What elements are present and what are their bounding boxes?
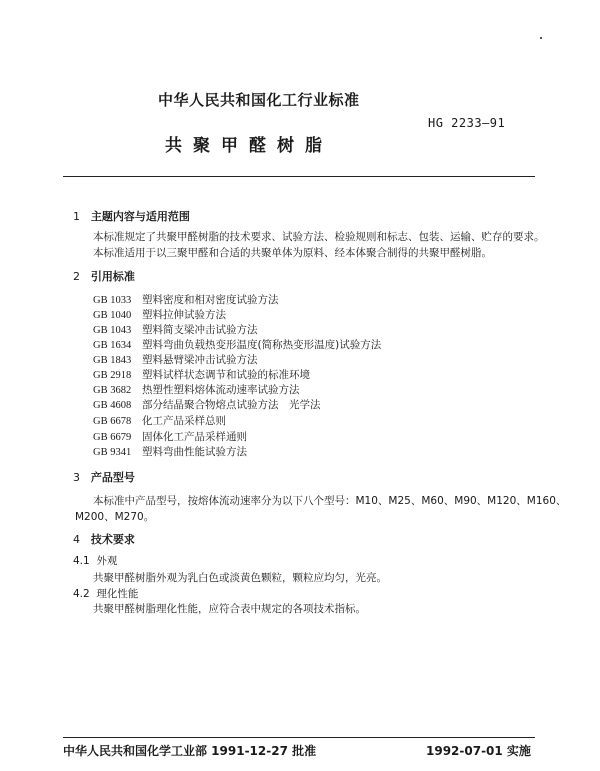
section-number: 1 bbox=[73, 210, 80, 223]
reference-title: 塑料弯曲负载热变形温度(简称热变形温度)试验方法 bbox=[142, 339, 382, 351]
reference-item bbox=[93, 382, 300, 397]
subsection-4-1-heading bbox=[73, 553, 117, 568]
section-title: 主题内容与适用范围 bbox=[90, 210, 190, 223]
subsection-number: 4.1 bbox=[73, 555, 90, 567]
section-1-paragraph-1: 本标准规定了共聚甲醛树脂的技术要求、试验方法、检验规则和标志、包装、运输、贮存的要求。 bbox=[93, 231, 545, 243]
section-1-paragraph-2: 本标准适用于以三聚甲醛和合适的共聚单体为原料、经本体聚合制得的共聚甲醛树脂。 bbox=[93, 247, 492, 259]
subsection-4-2-heading bbox=[73, 586, 138, 601]
reference-title: 固体化工产品采样通则 bbox=[142, 431, 247, 443]
reference-item bbox=[93, 292, 279, 307]
reference-title: 塑料试样状态调节和试验的标准环境 bbox=[142, 369, 310, 381]
reference-code: GB 4608 bbox=[93, 400, 132, 411]
section-3-paragraph-line-2: M200、M270。 bbox=[75, 511, 155, 523]
section-1-heading bbox=[73, 208, 190, 224]
reference-item bbox=[93, 413, 226, 428]
subsection-4-2-text: 共聚甲醛树脂理化性能，应符合表中规定的各项技术指标。 bbox=[93, 603, 366, 615]
subsection-4-1-text: 共聚甲醛树脂外观为乳白色或淡黄色颗粒，颗粒应均匀，光亮。 bbox=[93, 572, 387, 584]
reference-title: 热塑性塑料熔体流动速率试验方法 bbox=[142, 384, 300, 396]
reference-title: 塑料弯曲性能试验方法 bbox=[142, 446, 247, 458]
reference-code: GB 1634 bbox=[93, 340, 132, 351]
section-3-heading bbox=[73, 469, 135, 485]
section-number: 4 bbox=[73, 533, 80, 546]
subsection-title: 外观 bbox=[96, 555, 118, 567]
reference-title: 塑料拉伸试验方法 bbox=[142, 309, 226, 321]
reference-item bbox=[93, 352, 258, 367]
approval-line: 中华人民共和国化学工业部 1991-12-27 批准 bbox=[63, 744, 317, 758]
section-title: 技术要求 bbox=[90, 533, 135, 546]
section-number: 2 bbox=[73, 270, 80, 283]
section-title: 产品型号 bbox=[90, 471, 135, 484]
reference-code: GB 1043 bbox=[93, 325, 132, 336]
reference-item bbox=[93, 367, 310, 382]
subsection-title: 理化性能 bbox=[96, 588, 139, 600]
reference-code: GB 2918 bbox=[93, 370, 132, 381]
reference-title: 塑料悬臂梁冲击试验方法 bbox=[142, 354, 258, 366]
reference-code: GB 3682 bbox=[93, 385, 132, 396]
reference-code: GB 1033 bbox=[93, 295, 132, 306]
reference-code: GB 6679 bbox=[93, 432, 132, 443]
scan-speck bbox=[540, 37, 542, 39]
reference-code: GB 1040 bbox=[93, 310, 132, 321]
reference-title: 塑料密度和相对密度试验方法 bbox=[142, 294, 279, 306]
section-title: 引用标准 bbox=[90, 270, 135, 283]
reference-title: 塑料简支梁冲击试验方法 bbox=[142, 324, 258, 336]
bottom-rule bbox=[63, 737, 535, 738]
standard-code: HG 2233—91 bbox=[428, 116, 506, 130]
subsection-number: 4.2 bbox=[73, 588, 90, 600]
reference-title: 化工产品采样总则 bbox=[142, 415, 226, 427]
standard-title: 中华人民共和国化工行业标准 bbox=[158, 91, 360, 109]
reference-code: GB 9341 bbox=[93, 447, 132, 458]
reference-code: GB 1843 bbox=[93, 355, 132, 366]
section-3-paragraph-line-1: 本标准中产品型号，按熔体流动速率分为以下八个型号：M10、M25、M60、M90、M120、M160、 bbox=[93, 495, 567, 507]
reference-title: 部分结晶聚合物熔点试验方法 光学法 bbox=[142, 399, 321, 411]
reference-item bbox=[93, 337, 381, 352]
effective-date: 1992-07-01 实施 bbox=[426, 744, 531, 758]
reference-code: GB 6678 bbox=[93, 416, 132, 427]
section-2-heading bbox=[73, 268, 135, 284]
reference-item bbox=[93, 322, 258, 337]
reference-item bbox=[93, 397, 321, 412]
section-number: 3 bbox=[73, 471, 80, 484]
reference-item bbox=[93, 307, 226, 322]
reference-item bbox=[93, 429, 247, 444]
reference-item bbox=[93, 444, 247, 459]
top-rule bbox=[63, 176, 535, 177]
document-title: 共聚甲醛树脂 bbox=[165, 136, 333, 156]
section-4-heading bbox=[73, 531, 135, 547]
